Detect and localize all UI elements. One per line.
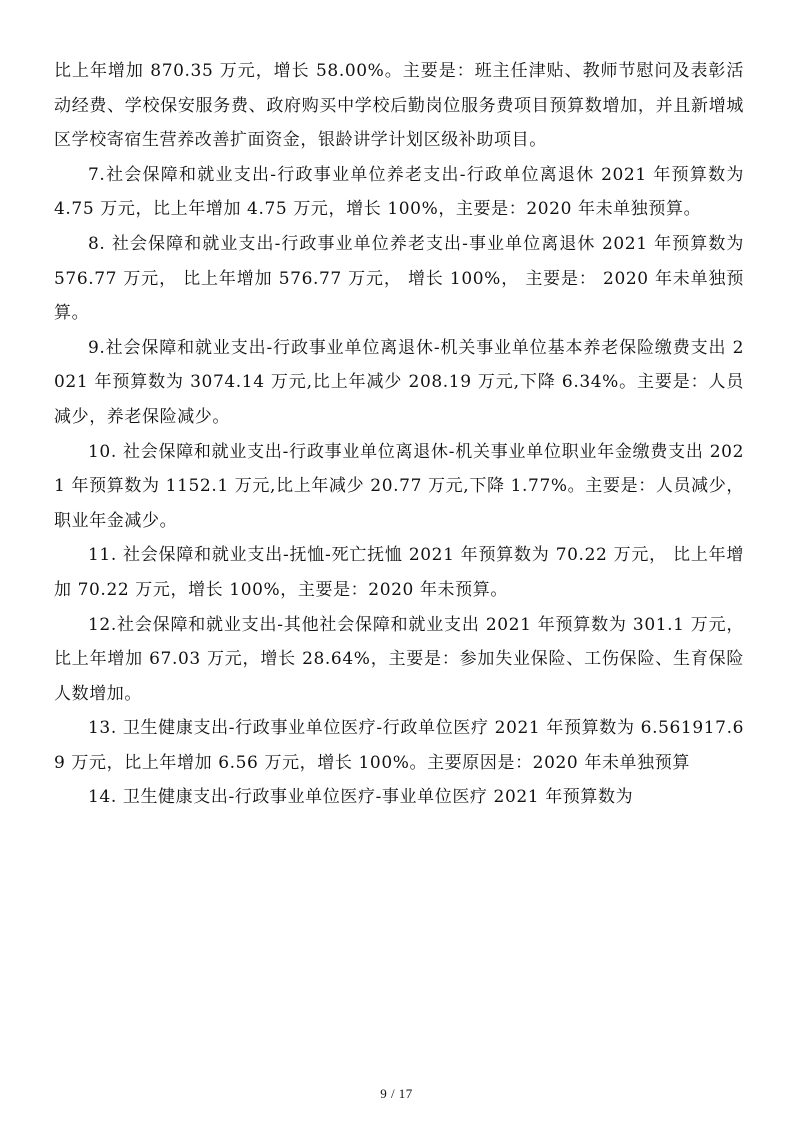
page-number: 9 / 17 — [380, 1086, 413, 1101]
paragraph-item-8: 8. 社会保障和就业支出-行政事业单位养老支出-事业单位离退休 2021 年预算数为 576.77 万元， 比上年增加 576.77 万元， 增长 100%， 主要是： 2020 年未单独预算。 — [54, 233, 744, 324]
paragraph-item-14: 14. 卫生健康支出-行政事业单位医疗-事业单位医疗 2021 年预算数为 — [88, 787, 634, 808]
body-text — [54, 54, 744, 815]
paragraph-item-11: 11. 社会保障和就业支出-抚恤-死亡抚恤 2021 年预算数为 70.22 万元， 比上年增加 70.22 万元，增长 100%，主要是：2020 年未预算。 — [54, 545, 744, 600]
paragraph-item-9: 9.社会保障和就业支出-行政事业单位离退休-机关事业单位基本养老保险缴费支出 2021 年预算数为 3074.14 万元,比上年减少 208.19 万元,下降 6.34%。主要是：人员减少，养老保险减少。 — [54, 337, 744, 427]
paragraph-education-continued: 比上年增加 870.35 万元，增长 58.00%。主要是：班主任津贴、教师节慰问及表彰活动经费、学校保安服务费、政府购买中学校后勤岗位服务费项目预算数增加，并且新增城区学校寄宿生营养改善扩面资金，银龄讲学计划区级补助项目。 — [54, 61, 744, 151]
paragraph-item-10: 10. 社会保障和就业支出-行政事业单位离退休-机关事业单位职业年金缴费支出 2021 年预算数为 1152.1 万元,比上年减少 20.77 万元,下降 1.77%。主要是：人员减少，职业年金减少。 — [54, 441, 744, 531]
paragraph-item-12: 12.社会保障和就业支出-其他社会保障和就业支出 2021 年预算数为 301.1 万元，比上年增加 67.03 万元，增长 28.64%，主要是：参加失业保险、工伤保险、生育保险人数增加。 — [54, 614, 744, 704]
paragraph-item-13: 13. 卫生健康支出-行政事业单位医疗-行政单位医疗 2021 年预算数为 6.561917.69 万元，比上年增加 6.56 万元，增长 100%。主要原因是：2020 年未单独预算 — [54, 718, 744, 773]
paragraph-item-7: 7.社会保障和就业支出-行政事业单位养老支出-行政单位离退休 2021 年预算数为 4.75 万元，比上年增加 4.75 万元，增长 100%，主要是：2020 年未单独预算。 — [54, 164, 744, 220]
